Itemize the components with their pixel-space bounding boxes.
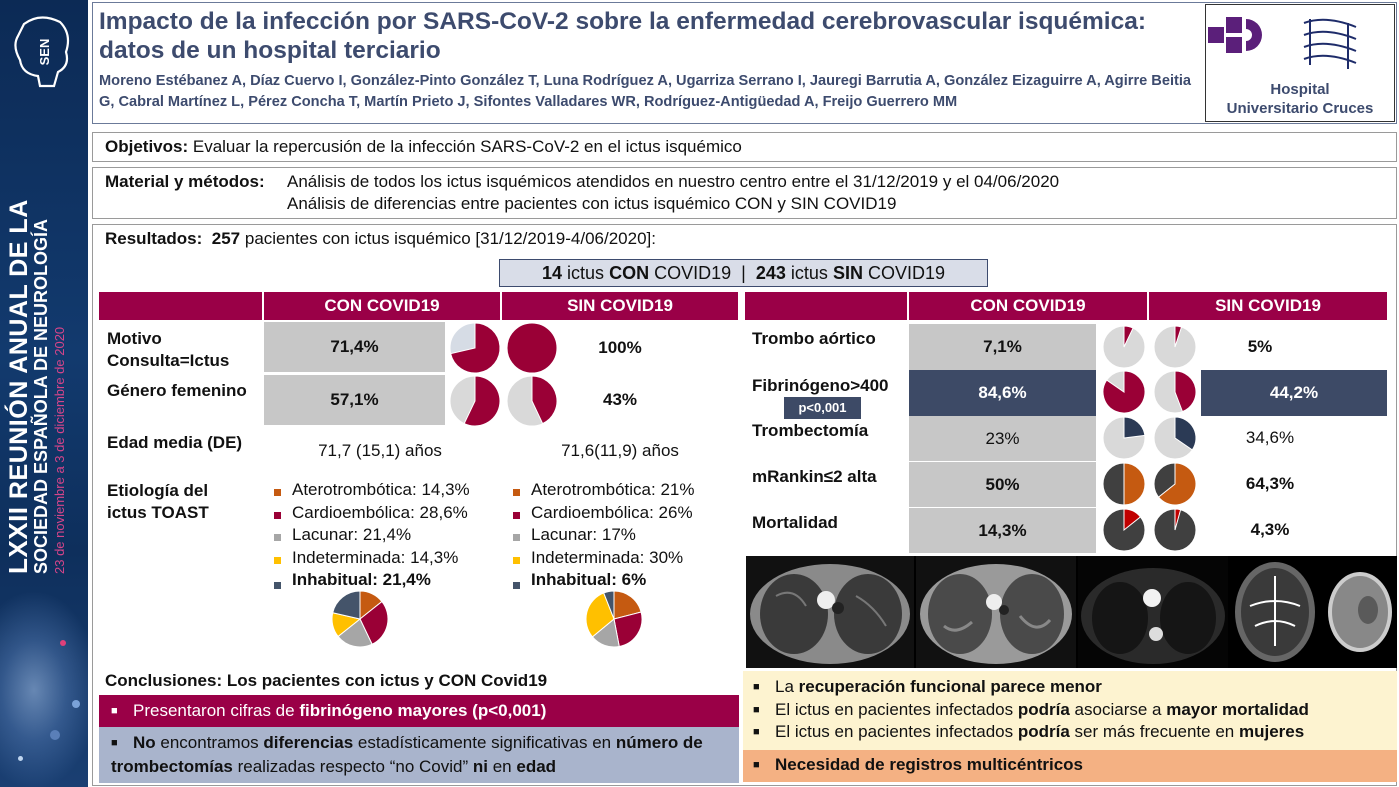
conclusion-mujeres: ■ El ictus en pacientes infectados podría ser más frecuente en mujeres	[753, 722, 1305, 741]
material-line2: Análisis de diferencias entre pacientes con ictus isquémico CON y SIN COVID19	[287, 194, 897, 213]
sen-logo-text: SEN	[37, 38, 52, 66]
brain-graphic	[0, 590, 88, 787]
objetivos-text: Evaluar la repercusión de la infección SARS-CoV-2 en el ictus isquémico	[192, 137, 742, 156]
etiologia-con-legend-item: Indeterminada: 14,3%	[274, 547, 470, 570]
row-mrankin-label: mRankin≤2 alta	[752, 467, 877, 486]
etiologia-sin-legend-item: Cardioembólica: 26%	[513, 502, 694, 525]
legend-swatch	[513, 557, 520, 564]
objetivos-section	[92, 132, 1397, 162]
etiologia-sin-legend	[513, 479, 694, 592]
ct-angio-image	[1078, 556, 1228, 668]
genero-sin-value: 43%	[602, 390, 638, 409]
ct-brain-image	[1324, 556, 1397, 668]
mortalidad-con-value: 14,3%	[909, 508, 1096, 553]
genero-con-value: 57,1%	[264, 375, 445, 425]
legend-swatch	[513, 534, 520, 541]
legend-swatch	[274, 512, 281, 519]
left-col-con: CON COVID19	[264, 292, 500, 320]
motivo-sin-value: 100%	[598, 338, 642, 357]
counts-box: 14 ictus CON COVID19 | 243 ictus SIN COVID19	[499, 259, 988, 287]
left-table-header-blank	[99, 292, 262, 320]
row-edad-label: Edad media (DE)	[107, 433, 243, 452]
conclusion-recuperacion: ■ La recuperación funcional parece menor	[753, 677, 1102, 696]
banner-dates: 23 de noviembre a 3 de diciembre de 2020	[52, 326, 67, 574]
ct-chest-image-1	[746, 556, 914, 668]
material-label: Material y métodos:	[105, 172, 265, 191]
poster-header	[92, 2, 1397, 124]
motivo-con-value: 71,4%	[264, 322, 445, 372]
row-trombectomia-label: Trombectomía	[752, 421, 869, 440]
etiologia-sin-legend-item: Indeterminada: 30%	[513, 547, 694, 570]
conclusion-trombectomias: ■ No encontramos diferencias estadísticamente significativas en número de trombectomías realizadas respecto “no Covid” ni en edad	[99, 727, 739, 783]
fibrinogeno-con-value: 84,6%	[909, 370, 1096, 416]
etiologia-sin-legend-item: Lacunar: 17%	[513, 524, 694, 547]
etiologia-con-legend-item: Inhabitual: 21,4%	[274, 569, 470, 592]
mortalidad-sin-value: 4,3%	[1250, 520, 1290, 539]
row-fibrinogeno-label: Fibrinógeno>400	[752, 376, 889, 395]
material-line1: Análisis de todos los ictus isquémicos atendidos en nuestro centro entre el 31/12/2019 y el 04/06/2020	[287, 172, 1060, 191]
legend-swatch	[274, 557, 281, 564]
trombectomia-sin-value: 34,6%	[1245, 428, 1295, 447]
legend-swatch	[513, 489, 520, 496]
row-mortalidad-label: Mortalidad	[752, 513, 838, 532]
banner-edition: LXXII	[3, 506, 33, 574]
poster-title: Impacto de la infección por SARS-CoV-2 sobre la enfermedad cerebrovascular isquémica: datos de un hospital terciario	[99, 8, 1147, 64]
ct-brain-angio-image	[1230, 556, 1320, 668]
fibrinogeno-sin-value: 44,2%	[1201, 370, 1387, 416]
legend-swatch	[274, 489, 281, 496]
etiologia-sin-legend-item: Inhabitual: 6%	[513, 569, 694, 592]
etiologia-con-legend-item: Lacunar: 21,4%	[274, 524, 470, 547]
hospital-logo-box	[1205, 4, 1395, 122]
resultados-heading: Resultados: 257 pacientes con ictus isquémico [31/12/2019-4/06/2020]:	[105, 229, 656, 248]
poster-authors: Moreno Estébanez A, Díaz Cuervo I, González-Pinto González T, Luna Rodríguez A, Ugarriza Serrano I, Jauregi Barrutia A, González Eizaguirre A, Agirre Beitia G, Cabral Martínez L, Pérez Concha T, Martín Prieto J, Sifontes Valladares WR, Rodríguez-Antigüedad A, Freijo Guerrero MM	[99, 73, 1192, 110]
trombo-sin-value: 5%	[1247, 337, 1273, 356]
trombo-con-value: 7,1%	[909, 324, 1096, 370]
legend-swatch	[513, 512, 520, 519]
conclusion-fibrinogeno: ■ Presentaron cifras de fibrinógeno mayores (p<0,001)	[99, 695, 739, 727]
row-genero-label: Género femenino	[107, 381, 247, 400]
mrankin-con-value: 50%	[909, 462, 1096, 507]
legend-swatch	[513, 582, 520, 589]
hospital-logo-icon	[1206, 5, 1394, 79]
conclusiones-heading: Conclusiones: Los pacientes con ictus y CON Covid19	[105, 671, 548, 690]
conclusion-registros: ■ Necesidad de registros multicéntricos	[743, 750, 1397, 782]
etiologia-sin-legend-item: Aterotrombótica: 21%	[513, 479, 694, 502]
pvalue-badge: p<0,001	[784, 397, 861, 419]
right-col-con: CON COVID19	[909, 292, 1147, 320]
hospital-name: Hospital Universitario Cruces	[1226, 81, 1374, 117]
left-col-sin: SIN COVID19	[502, 292, 738, 320]
etiologia-con-legend-item: Aterotrombótica: 14,3%	[274, 479, 470, 502]
row-trombo-label: Trombo aórtico	[752, 329, 876, 348]
legend-swatch	[274, 582, 281, 589]
row-etiologia-label: Etiología del ictus TOAST	[107, 481, 209, 522]
trombectomia-con-value: 23%	[909, 416, 1096, 461]
conference-banner	[0, 0, 88, 787]
conclusion-list-right	[743, 671, 1397, 750]
edad-sin-value: 71,6(11,9) años	[561, 441, 679, 460]
banner-line2: SOCIEDAD ESPAÑOLA DE NEUROLOGÍA	[31, 218, 51, 574]
etiologia-con-legend	[274, 479, 470, 592]
right-col-sin: SIN COVID19	[1149, 292, 1387, 320]
objetivos-label: Objetivos:	[105, 137, 189, 156]
banner-line1: REUNIÓN ANUAL DE LA	[5, 199, 33, 500]
legend-swatch	[274, 534, 281, 541]
conclusion-mortalidad: ■ El ictus en pacientes infectados podría asociarse a mayor mortalidad	[753, 699, 1309, 719]
material-section	[92, 167, 1397, 219]
banner-vertical-text	[4, 14, 84, 574]
mrankin-sin-value: 64,3%	[1245, 474, 1295, 493]
ct-chest-image-2	[916, 556, 1076, 668]
right-table-header-blank	[745, 292, 907, 320]
edad-con-value: 71,7 (15,1) años	[318, 441, 442, 460]
imaging-strip	[746, 556, 1397, 668]
row-motivo-label: Motivo Consulta=Ictus	[107, 329, 230, 370]
etiologia-con-legend-item: Cardioembólica: 28,6%	[274, 502, 470, 525]
